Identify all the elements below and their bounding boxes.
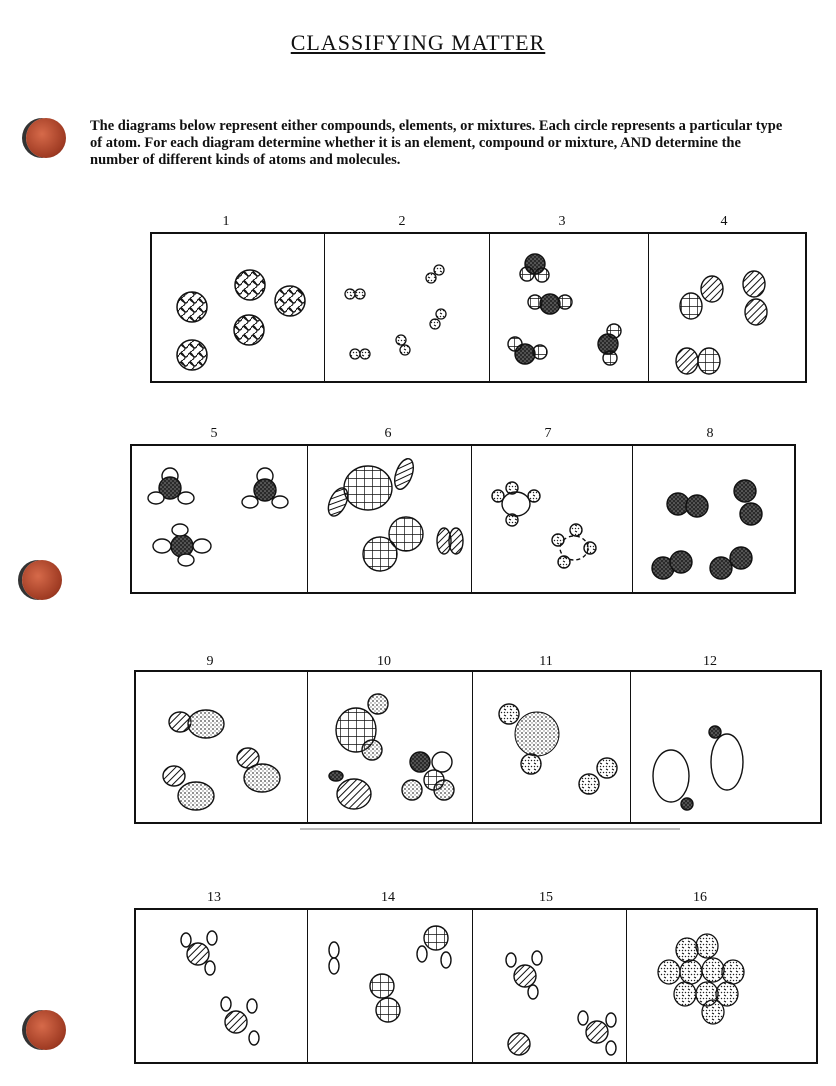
diagram-panel bbox=[136, 910, 308, 1062]
molecule-diagram bbox=[136, 672, 308, 822]
diagram-panel bbox=[472, 446, 632, 592]
diagram-number: 4 bbox=[720, 214, 728, 229]
molecule-diagram bbox=[308, 446, 472, 592]
diagram-number: 10 bbox=[377, 654, 391, 669]
diagram-panel bbox=[473, 672, 631, 822]
molecule-diagram bbox=[325, 234, 489, 381]
diagram-number: 15 bbox=[539, 890, 553, 905]
scan-smudge bbox=[300, 828, 680, 830]
molecule-diagram bbox=[473, 910, 627, 1062]
molecule-diagram bbox=[472, 446, 632, 592]
diagram-number: 5 bbox=[210, 426, 218, 441]
diagram-number: 14 bbox=[381, 890, 395, 905]
diagram-number: 6 bbox=[384, 426, 392, 441]
diagram-row-2 bbox=[130, 444, 796, 594]
molecule-diagram bbox=[308, 672, 472, 822]
molecule-diagram bbox=[473, 672, 631, 822]
diagram-number: 8 bbox=[706, 426, 714, 441]
molecule-diagram bbox=[631, 672, 821, 822]
molecule-diagram bbox=[152, 234, 324, 381]
diagram-panel bbox=[152, 234, 325, 381]
diagram-panel bbox=[627, 910, 816, 1062]
diagram-panel bbox=[473, 910, 627, 1062]
binder-hole-top bbox=[26, 118, 66, 158]
diagram-panel bbox=[631, 672, 820, 822]
molecule-diagram bbox=[136, 910, 308, 1062]
diagram-number: 11 bbox=[539, 654, 553, 669]
diagram-row-4 bbox=[134, 908, 818, 1064]
diagram-panel bbox=[649, 234, 804, 381]
diagram-panel bbox=[308, 446, 472, 592]
instructions-text: The diagrams below represent either compounds, elements, or mixtures. Each circle represents a particular type of atom. For each diagram determine whether it is an element, compound or mixture, AND determine the number of different kinds of atoms and molecules. bbox=[90, 118, 783, 168]
diagram-number: 1 bbox=[222, 214, 230, 229]
molecule-diagram bbox=[649, 234, 804, 381]
binder-hole-bottom bbox=[26, 1010, 66, 1050]
diagram-number: 12 bbox=[703, 654, 717, 669]
page-title: CLASSIFYING MATTER bbox=[290, 30, 546, 55]
molecule-diagram bbox=[308, 910, 472, 1062]
binder-hole-middle bbox=[22, 560, 62, 600]
diagram-number: 16 bbox=[693, 890, 707, 905]
diagram-panel bbox=[308, 672, 472, 822]
diagram-number: 2 bbox=[398, 214, 406, 229]
diagram-number: 3 bbox=[558, 214, 566, 229]
diagram-panel bbox=[490, 234, 649, 381]
molecule-diagram bbox=[633, 446, 795, 592]
diagram-panel bbox=[325, 234, 490, 381]
diagram-panel bbox=[136, 672, 308, 822]
molecule-diagram bbox=[490, 234, 648, 381]
diagram-panel bbox=[308, 910, 472, 1062]
diagram-row-3 bbox=[134, 670, 822, 824]
molecule-diagram bbox=[132, 446, 308, 592]
diagram-number: 9 bbox=[206, 654, 214, 669]
molecule-diagram bbox=[627, 910, 817, 1062]
diagram-number: 7 bbox=[544, 426, 552, 441]
diagram-panel bbox=[633, 446, 794, 592]
diagram-row-1 bbox=[150, 232, 807, 383]
diagram-panel bbox=[132, 446, 308, 592]
diagram-number: 13 bbox=[207, 890, 221, 905]
